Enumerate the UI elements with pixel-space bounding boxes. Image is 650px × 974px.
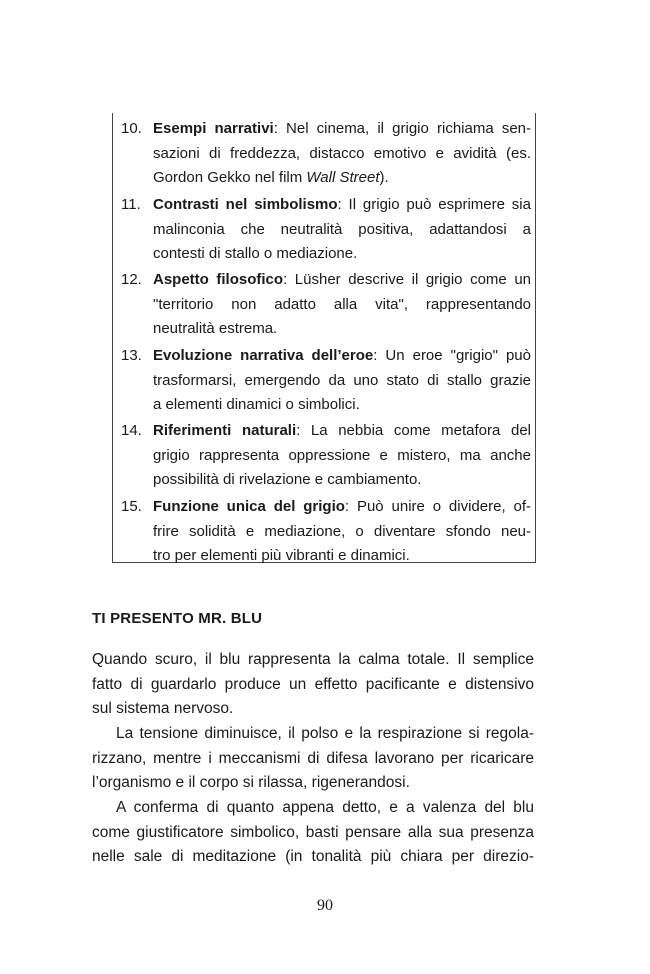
item-number: 12.: [121, 271, 142, 288]
list-item: 12. Aspetto filosofico: Lüsher descrive il grigio come un "territorio non adatto alla vita", rappresentando neutralità estrema.: [121, 268, 531, 342]
film-title: Wall Street: [306, 169, 380, 186]
item-number: 11.: [121, 196, 141, 213]
item-title: Funzione unica del grigio: [153, 498, 345, 515]
item-number: 10.: [121, 120, 142, 137]
list-item: 10. Esempi narrativi: Nel cinema, il grigio richiama sen- sazioni di freddezza, distacco emotivo e avidità (es. Gordon Gekko nel film Wall Street).: [121, 117, 531, 191]
page-number: 90: [317, 897, 333, 914]
list-item: 11. Contrasti nel simbolismo: Il grigio può esprimere sia malinconia che neutralità positiva, adattandosi a contesti di stallo o mediazione.: [121, 193, 531, 267]
paragraph: Quando scuro, il blu rappresenta la calma totale. Il semplice fatto di guardarlo produce un effetto pacificante e distensivo sul sistema nervoso.: [92, 651, 534, 717]
paragraph: La tensione diminuisce, il polso e la respirazione si regola- rizzano, mentre i meccanismi di difesa lavorano per ricaricare l’organismo e il corpo si rilassa, rigenerandosi.: [92, 725, 534, 791]
list-item: 15. Funzione unica del grigio: Può unire o dividere, of- frire solidità e mediazione, o diventare sfondo neu- tro per elementi più vibranti e dinamici.: [121, 495, 531, 569]
item-number: 14.: [121, 422, 142, 439]
section-heading: TI PRESENTO MR. BLU: [92, 610, 263, 627]
item-title: Aspetto filosofico: [153, 271, 284, 288]
numbered-list-box: [112, 113, 536, 563]
paragraph: A conferma di quanto appena detto, e a valenza del blu come giustificatore simbolico, basti pensare alla sua presenza nelle sale di meditazione (in tonalità più chiara per direzio-: [92, 799, 534, 865]
item-title: Evoluzione narrativa dell’eroe: [153, 347, 374, 364]
item-title: Contrasti nel simbolismo: [153, 196, 338, 213]
list-item: 14. Riferimenti naturali: La nebbia come metafora del grigio rappresenta oppressione e mistero, ma anche possibilità di rivelazione e cambiamento.: [121, 419, 531, 493]
item-number: 13.: [121, 347, 142, 364]
item-number: 15.: [121, 498, 142, 515]
item-title: Riferimenti naturali: [153, 422, 297, 439]
item-title: Esempi narrativi: [153, 120, 274, 137]
list-item: 13. Evoluzione narrativa dell’eroe: Un eroe "grigio" può trasformarsi, emergendo da uno stato di stallo grazie a elementi dinamici o simbolici.: [121, 344, 531, 418]
